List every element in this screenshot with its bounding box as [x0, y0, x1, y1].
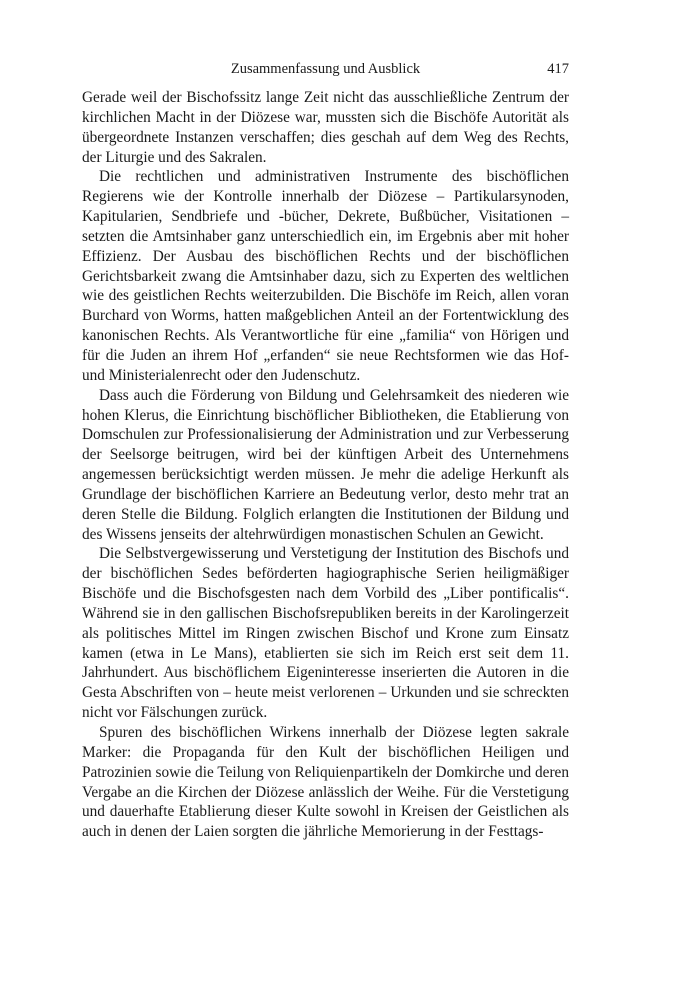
running-head — [82, 61, 569, 81]
running-title: Zusammenfassung und Ausblick — [230, 61, 421, 77]
page-number: 417 — [547, 61, 569, 77]
paragraph-4: Die Selbstvergewisserung und Verstetigung der Institution des Bischofs und der bischöflichen Sedes beförderten hagiographische Serien heiligmäßiger Bischöfe und die Bischofsgesten nach dem Vorbild des „Liber pontificalis“. Während sie in den gallischen Bischofsrepubliken bereits in der Karolingerzeit als politisches Mittel im Ringen zwischen Bischof und Krone zum Einsatz kamen (etwa in Le Mans), etablierten sie sich im Reich erst seit dem 11. Jahrhundert. Aus bischöflichem Eigeninteresse inserierten die Autoren in die Gesta Abschriften von – heute meist verlorenen – Urkunden und sie schreckten nicht vor Fälschungen zurück. — [82, 545, 569, 722]
paragraph-1: Gerade weil der Bischofssitz lange Zeit nicht das ausschließliche Zentrum der kirchlichen Macht in der Diözese war, mussten sich die Bischöfe Autorität als übergeordnete Instanzen verschaffen; dies geschah auf dem Weg des Rechts, der Liturgie und des Sakralen. — [82, 89, 569, 166]
paragraph-3: Dass auch die Förderung von Bildung und Gelehrsamkeit des niederen wie hohen Klerus, die Einrichtung bischöflicher Bibliotheken, die Etablierung von Domschulen zur Professionalisierung der Administration und zur Verbesserung der Seelsorge beitrugen, wird bei der künftigen Arbeit des Unternehmens angemessen berücksichtigt werden müssen. Je mehr die adelige Herkunft als Grundlage der bischöflichen Karriere an Bedeutung verlor, desto mehr trat an deren Stelle die Bildung. Folglich erlangten die Institutionen der Bildung und des Wissens jenseits der altehrwürdigen monastischen Schulen an Gewicht. — [82, 386, 569, 543]
paragraph-2: Die rechtlichen und administrativen Instrumente des bischöflichen Regierens wie der Kontrolle innerhalb der Diözese – Partikularsynoden, Kapitularien, Sendbriefe und -bücher, Dekrete, Bußbücher, Visitationen – setzten die Amtsinhaber ganz unterschiedlich ein, im Ergebnis aber mit hoher Effizienz. Der Ausbau des bischöflichen Rechts und der bischöflichen Gerichtsbarkeit zwang die Amtsinhaber dazu, sich zu Experten des weltlichen wie des geistlichen Rechts weiterzubilden. Die Bischöfe im Reich, allen voran Burchard von Worms, hatten maßgeblichen Anteil an der Fortentwicklung des kanonischen Rechts. Als Verantwortliche für eine „familia“ von Hörigen und für die Juden an ihrem Hof „erfanden“ sie neue Rechtsformen wie das Hof- und Ministerialenrecht oder den Judenschutz. — [82, 168, 569, 384]
body-text — [82, 88, 569, 842]
paragraph-5: Spuren des bischöflichen Wirkens innerhalb der Diözese legten sakrale Marker: die Propaganda für den Kult der bischöflichen Heiligen und Patrozinien sowie die Teilung von Reliquienpartikeln der Domkirche und deren Vergabe an die Kirchen der Diözese anlässlich der Weihe. Für die Verstetigung und dauerhafte Etablierung dieser Kulte sowohl in Kreisen der Geistlichen als auch in denen der Laien sorgten die jährliche Memorierung in der Festtags- — [82, 724, 569, 841]
